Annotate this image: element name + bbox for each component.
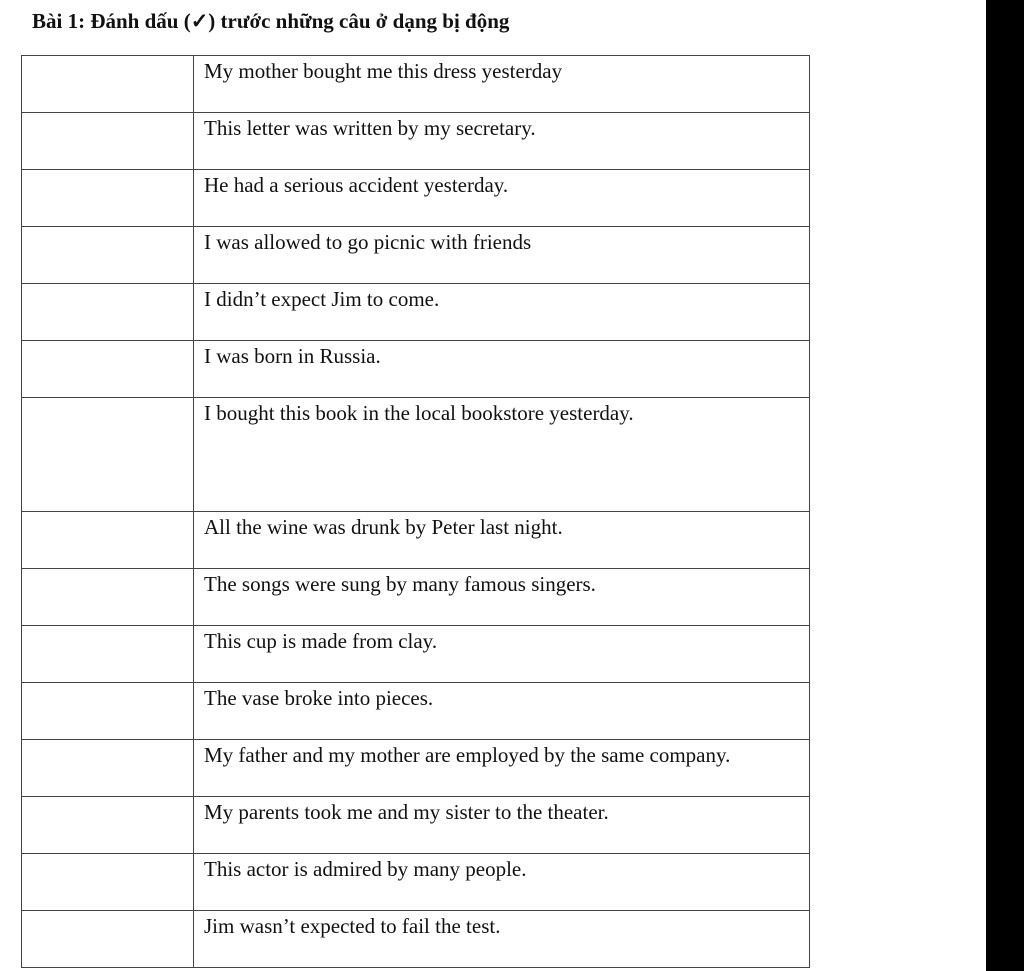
answer-cell[interactable] (22, 740, 194, 797)
sentence-cell: I didn’t expect Jim to come. (194, 284, 810, 341)
table-row (22, 797, 810, 854)
answer-cell[interactable] (22, 854, 194, 911)
table-row (22, 170, 810, 227)
answer-cell[interactable] (22, 569, 194, 626)
sentence-cell: This actor is admired by many people. (194, 854, 810, 911)
answer-cell[interactable] (22, 797, 194, 854)
table-row (22, 854, 810, 911)
answer-cell[interactable] (22, 911, 194, 968)
screen-edge-bar (986, 0, 1024, 971)
answer-cell[interactable] (22, 227, 194, 284)
table-row (22, 284, 810, 341)
exercise-table (21, 55, 810, 968)
sentence-cell: This letter was written by my secretary. (194, 113, 810, 170)
table-row (22, 341, 810, 398)
answer-cell[interactable] (22, 113, 194, 170)
answer-cell[interactable] (22, 341, 194, 398)
table-row (22, 512, 810, 569)
table-row (22, 398, 810, 512)
table-row (22, 740, 810, 797)
sentence-cell: He had a serious accident yesterday. (194, 170, 810, 227)
table-row (22, 911, 810, 968)
sentence-cell: This cup is made from clay. (194, 626, 810, 683)
table-row (22, 227, 810, 284)
answer-cell[interactable] (22, 170, 194, 227)
answer-cell[interactable] (22, 626, 194, 683)
table-row (22, 113, 810, 170)
sentence-cell: The songs were sung by many famous singers. (194, 569, 810, 626)
answer-cell[interactable] (22, 398, 194, 512)
sentence-cell: I was allowed to go picnic with friends (194, 227, 810, 284)
table-row (22, 56, 810, 113)
sentence-cell: All the wine was drunk by Peter last night. (194, 512, 810, 569)
answer-cell[interactable] (22, 56, 194, 113)
sentence-cell: I was born in Russia. (194, 341, 810, 398)
sentence-cell: My father and my mother are employed by the same company. (194, 740, 810, 797)
answer-cell[interactable] (22, 284, 194, 341)
answer-cell[interactable] (22, 683, 194, 740)
sentence-cell: My mother bought me this dress yesterday (194, 56, 810, 113)
sentence-cell: My parents took me and my sister to the theater. (194, 797, 810, 854)
sentence-cell: I bought this book in the local bookstore yesterday. (194, 398, 810, 512)
table-row (22, 569, 810, 626)
answer-cell[interactable] (22, 512, 194, 569)
exercise-title: Bài 1: Đánh dấu (✓) trước những câu ở dạng bị động (32, 9, 510, 33)
sentence-cell: The vase broke into pieces. (194, 683, 810, 740)
table-row (22, 683, 810, 740)
sentence-cell: Jim wasn’t expected to fail the test. (194, 911, 810, 968)
table-row (22, 626, 810, 683)
